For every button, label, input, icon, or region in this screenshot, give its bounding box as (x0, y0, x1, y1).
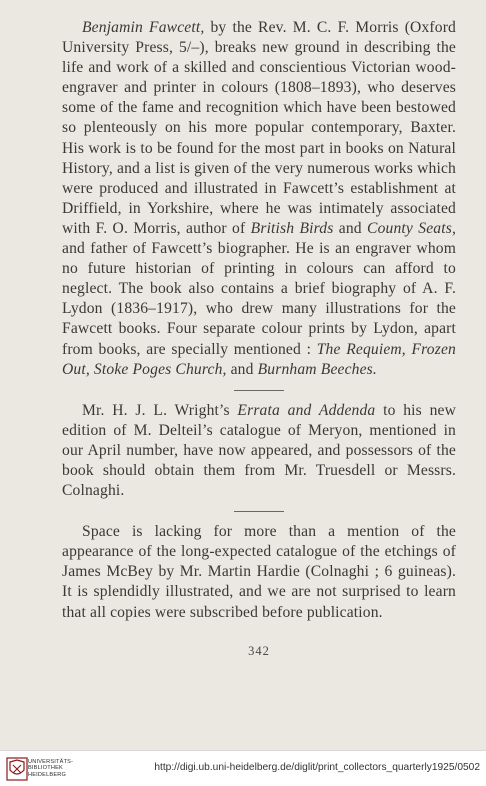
source-url-link[interactable]: http://digi.ub.uni-heidelberg.de/diglit/print_collectors_quarterly1925/0502 (154, 762, 480, 773)
university-seal-icon (6, 757, 28, 781)
book-title: Benjamin Fawcett, (82, 19, 205, 36)
print-titles: The Requiem, Frozen Out, Stoke Poges Church, (62, 340, 456, 378)
book-title: Errata and Addenda (237, 401, 376, 419)
paragraph-meryon-errata: Mr. H. J. L. Wright’s Errata and Addenda to his new edition of M. Delteil’s catalogue of Meryon, mentioned in our April number, have now appeared, and possessors of the book should obtain them from Mr. Truesdell or Messrs. Colnaghi. (62, 401, 457, 500)
viewer-footer (0, 750, 486, 786)
page-number: 342 (248, 643, 270, 658)
print-title: Burnham Beeches. (257, 360, 377, 378)
section-divider (234, 390, 284, 391)
text-column (62, 18, 456, 661)
book-title: British Birds (250, 219, 334, 237)
institution-name: UNIVERSITÄTS- BIBLIOTHEK HEIDELBERG (28, 759, 74, 778)
paragraph-mcbey-catalogue: Space is lacking for more than a mention of the appearance of the long-expected catalogue of the etchings of James McBey by Mr. Martin Hardie (Colnaghi ; 6 guineas). It is splendidly illustrated, and we are not surprised to learn that all copies were subscribed before publication. (62, 523, 456, 621)
book-title: County Seats, (367, 219, 456, 237)
paragraph-fawcett-review: Benjamin Fawcett, by the Rev. M. C. F. Morris (Oxford University Press, 5/–), breaks new ground in describing the life and work of a skilled and conscientious Victorian wood-engraver and printer in colours (1808–1893), who deserves some of the fame and recognition which have been bestowed so plenteously on his more popular contemporary, Baxter. His work is to be found for the most part in books on Natural History, and a list is given of the very numerous works which were produced and illustrated in Fawcett’s establishment at Driffield, in Yorkshire, where he was intimately associated with F. O. Morris, author of British Birds and County Seats, and father of Fawcett’s biographer. He is an engraver whom no future historian of printing in colours can afford to neglect. The book also contains a brief biography of A. F. Lydon (1836–1917), who drew many illustrations for the Fawcett books. Four separate colour prints by Lydon, apart from books, are specially mentioned : The Requiem, Frozen Out, Stoke Poges Church, and Burnham Beeches. (62, 19, 456, 378)
section-divider (234, 511, 284, 512)
